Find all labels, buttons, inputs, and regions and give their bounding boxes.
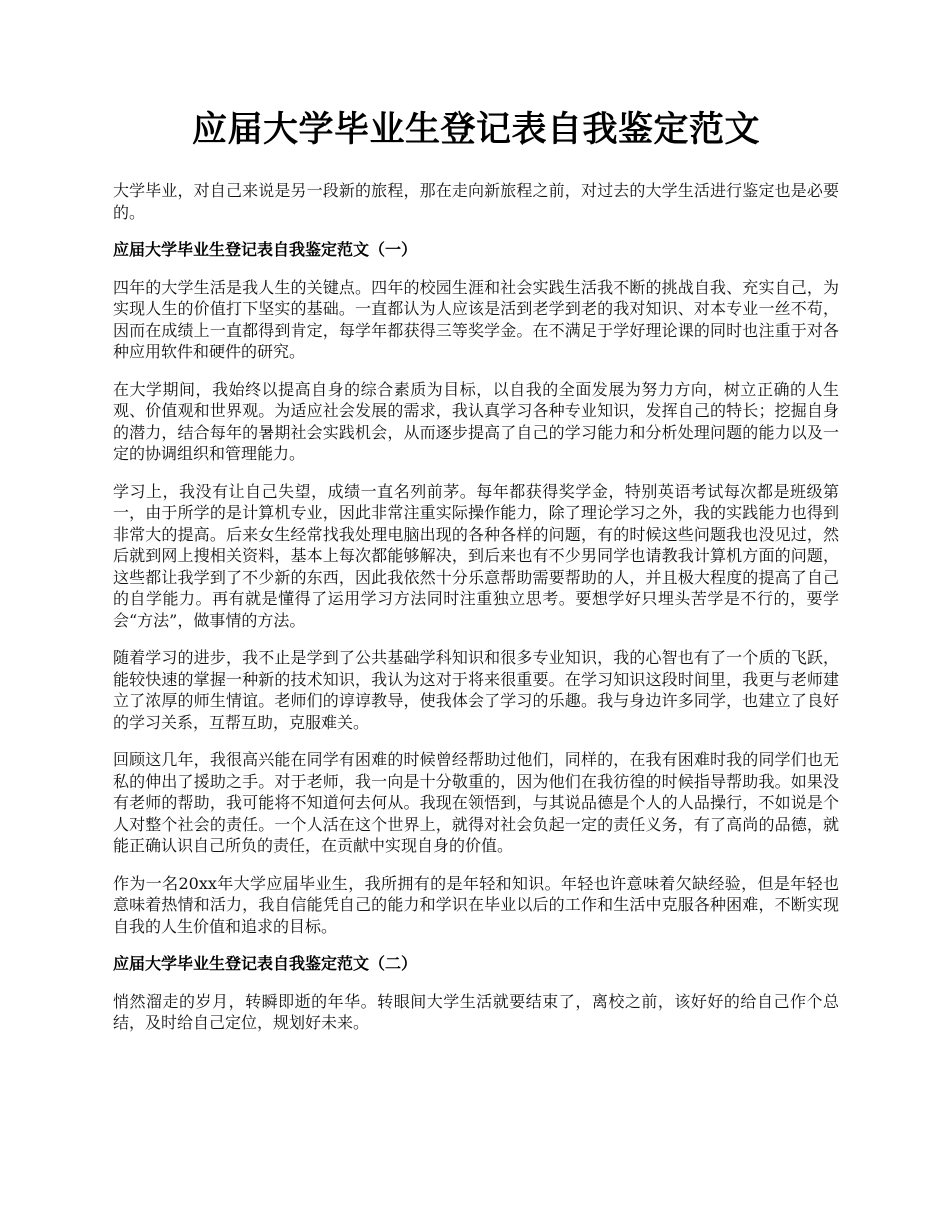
section-1-paragraph-5: 回顾这几年，我很高兴能在同学有困难的时候曾经帮助过他们，同样的，在我有困难时我的同学们也无私的伸出了援助之手。对于老师，我一向是十分敬重的，因为他们在我彷徨的时候指导帮助我。如果没有老师的帮助，我可能将不知道何去何从。我现在领悟到，与其说品德是个人的人品操行，不如说是个人对整个社会的责任。一个人活在这个世界上，就得对社会负起一定的责任义务，有了高尚的品德，就能正确认识自己所负的责任，在贡献中实现自身的价值。 (113, 750, 839, 855)
section-1-paragraph-1: 四年的大学生活是我人生的关键点。四年的校园生涯和社会实践生活我不断的挑战自我、充实自己，为实现人生的价值打下坚实的基础。一直都认为人应该是活到老学到老的我对知识、对本专业一丝不苟，因而在成绩上一直都得到肯定，每学年都获得三等奖学金。在不满足于学好理论课的同时也注重于对各种应用软件和硬件的研究。 (113, 277, 839, 361)
section-1-paragraph-2: 在大学期间，我始终以提高自身的综合素质为目标，以自我的全面发展为努力方向，树立正确的人生观、价值观和世界观。为适应社会发展的需求，我认真学习各种专业知识，发挥自己的特长；挖掘自身的潜力，结合每年的暑期社会实践机会，从而逐步提高了自己的学习能力和分析处理问题的能力以及一定的协调组织和管理能力。 (113, 379, 839, 463)
section-1-heading: 应届大学毕业生登记表自我鉴定范文（一） (113, 240, 418, 259)
document-title: 应届大学毕业生登记表自我鉴定范文 (191, 109, 760, 150)
section-1-paragraph-6: 作为一名20xx年大学应届毕业生，我所拥有的是年轻和知识。年轻也许意味着欠缺经验，但是年轻也意味着热情和活力，我自信能凭自己的能力和学识在毕业以后的工作和生活中克服各种困难，不断实现自我的人生价值和追求的目标。 (113, 873, 839, 936)
section-1-paragraph-3: 学习上，我没有让自己失望，成绩一直名列前茅。每年都获得奖学金，特别英语考试每次都是班级第一，由于所学的是计算机专业，因此非常注重实际操作能力，除了理论学习之外，我的实践能力也得到非常大的提高。后来女生经常找我处理电脑出现的各种各样的问题，有的时候这些问题我也没见过，然后就到网上搜相关资料，基本上每次都能够解决，到后来也有不少男同学也请教我计算机方面的问题，这些都让我学到了不少新的东西，因此我依然十分乐意帮助需要帮助的人，并且极大程度的提高了自己的自学能力。再有就是懂得了运用学习方法同时注重独立思考。要想学好只埋头苦学是不行的，要学会“方法”，做事情的方法。 (113, 481, 839, 630)
section-2-heading: 应届大学毕业生登记表自我鉴定范文（二） (113, 954, 418, 973)
document-page (113, 108, 839, 1050)
section-2-paragraph-1: 悄然溜走的岁月，转瞬即逝的年华。转眼间大学生活就要结束了，离校之前，该好好的给自己作个总结，及时给自己定位，规划好未来。 (113, 991, 839, 1032)
section-1-paragraph-4: 随着学习的进步，我不止是学到了公共基础学科知识和很多专业知识，我的心智也有了一个质的飞跃，能较快速的掌握一种新的技术知识，我认为这对于将来很重要。在学习知识这段时间里，我更与老师建立了浓厚的师生情谊。老师们的谆谆教导，使我体会了学习的乐趣。我与身边许多同学，也建立了良好的学习关系，互帮互助，克服难关。 (113, 648, 839, 732)
intro-paragraph: 大学毕业，对自己来说是另一段新的旅程，那在走向新旅程之前，对过去的大学生活进行鉴定也是必要的。 (113, 181, 839, 222)
